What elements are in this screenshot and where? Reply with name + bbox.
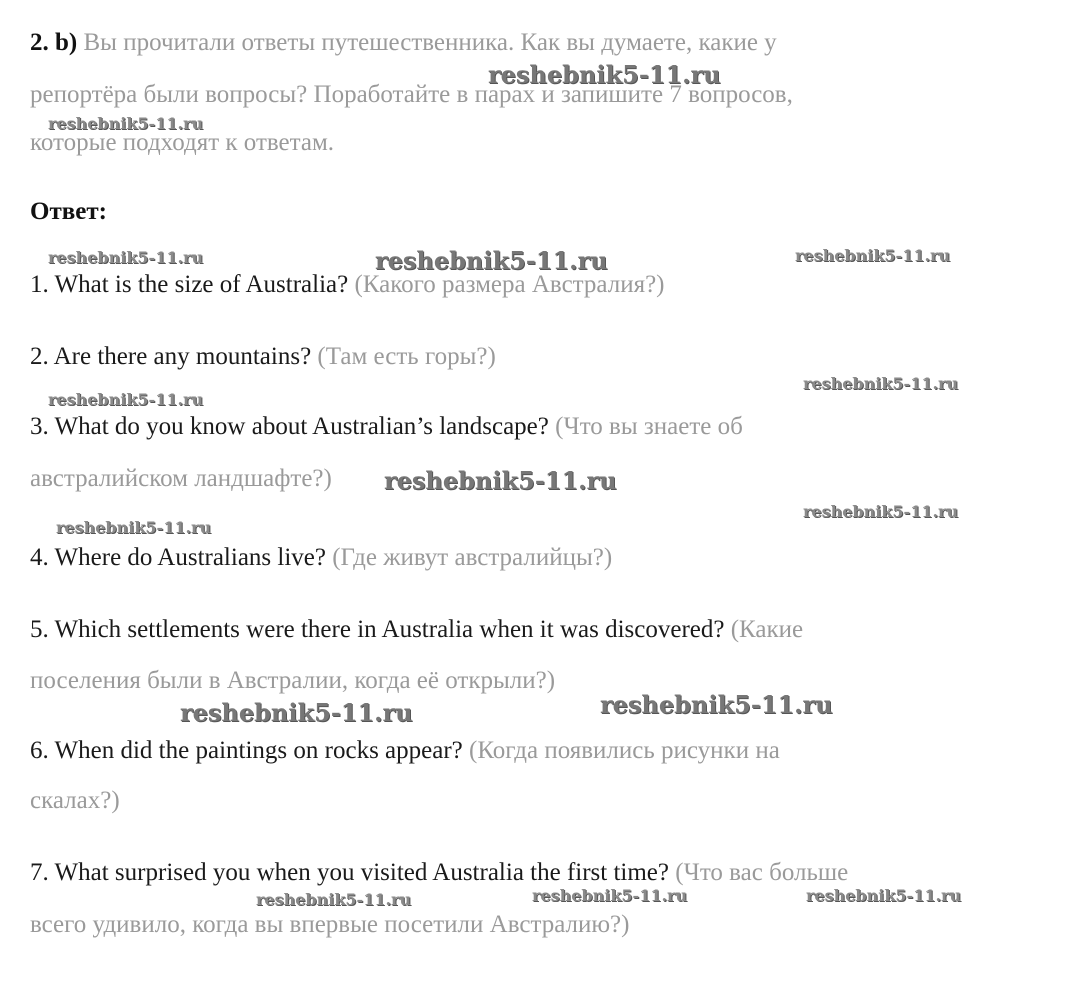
answer-6-en: 6. When did the paintings on rocks appear? (30, 737, 463, 764)
answer-5-en: 5. Which settlements were there in Australia when it was discovered? (30, 616, 725, 643)
answer-4-en: 4. Where do Australians live? (30, 544, 326, 571)
answer-1-en: 1. What is the size of Australia? (30, 271, 349, 298)
watermark: reshebnik5-11.ru (180, 698, 413, 727)
watermark: reshebnik5-11.ru (600, 690, 833, 719)
answer-7-ru: (Что вас больше (675, 859, 849, 886)
watermark: reshebnik5-11.ru (803, 374, 959, 393)
watermark: reshebnik5-11.ru (384, 466, 617, 495)
task-number: 2. b) (30, 29, 78, 56)
answer-7-en: 7. What surprised you when you visited Australia the first time? (30, 859, 670, 886)
task-line-1 (30, 28, 777, 58)
answer-6-ru-cont: скалах?) (30, 787, 120, 814)
answer-7-ru-cont: всего удивило, когда вы впервые посетили Австралию?) (30, 911, 630, 938)
task-text-2: репортёра были вопросы? Поработайте в парах и запишите 7 вопросов, (30, 81, 793, 108)
answer-4 (30, 543, 612, 573)
watermark: reshebnik5-11.ru (256, 890, 412, 909)
answer-7 (30, 858, 848, 888)
watermark: reshebnik5-11.ru (488, 60, 721, 89)
answer-3-ru: (Что вы знаете об (555, 413, 743, 440)
watermark: reshebnik5-11.ru (56, 518, 212, 537)
watermark: reshebnik5-11.ru (48, 248, 204, 267)
answer-heading: Ответ: (30, 198, 107, 225)
watermark: reshebnik5-11.ru (803, 502, 959, 521)
watermark: reshebnik5-11.ru (375, 246, 608, 275)
answer-5-ru-cont: поселения были в Австралии, когда её открыли?) (30, 667, 556, 694)
answer-5-ru: (Какие (730, 616, 804, 643)
watermark: reshebnik5-11.ru (532, 886, 688, 905)
answer-6-ru: (Когда появились рисунки на (469, 737, 780, 764)
answer-1-ru: (Какого размера Австралия?) (354, 271, 665, 298)
task-text-1: Вы прочитали ответы путешественника. Как вы думаете, какие у (83, 29, 777, 56)
task-text-3: которые подходят к ответам. (30, 129, 335, 156)
watermark: reshebnik5-11.ru (48, 390, 204, 409)
answer-2-ru: (Там есть горы?) (317, 343, 496, 370)
answer-2 (30, 342, 496, 372)
watermark: reshebnik5-11.ru (795, 246, 951, 265)
answer-3-en: 3. What do you know about Australian’s landscape? (30, 413, 549, 440)
answer-2-en: 2. Are there any mountains? (30, 343, 312, 370)
watermark: reshebnik5-11.ru (806, 886, 962, 905)
answer-3 (30, 412, 743, 442)
watermark: reshebnik5-11.ru (48, 114, 204, 133)
answer-3-ru-cont: австралийском ландшафте?) (30, 465, 332, 492)
answer-4-ru: (Где живут австралийцы?) (332, 544, 613, 571)
answer-6 (30, 736, 780, 766)
answer-5 (30, 615, 803, 645)
